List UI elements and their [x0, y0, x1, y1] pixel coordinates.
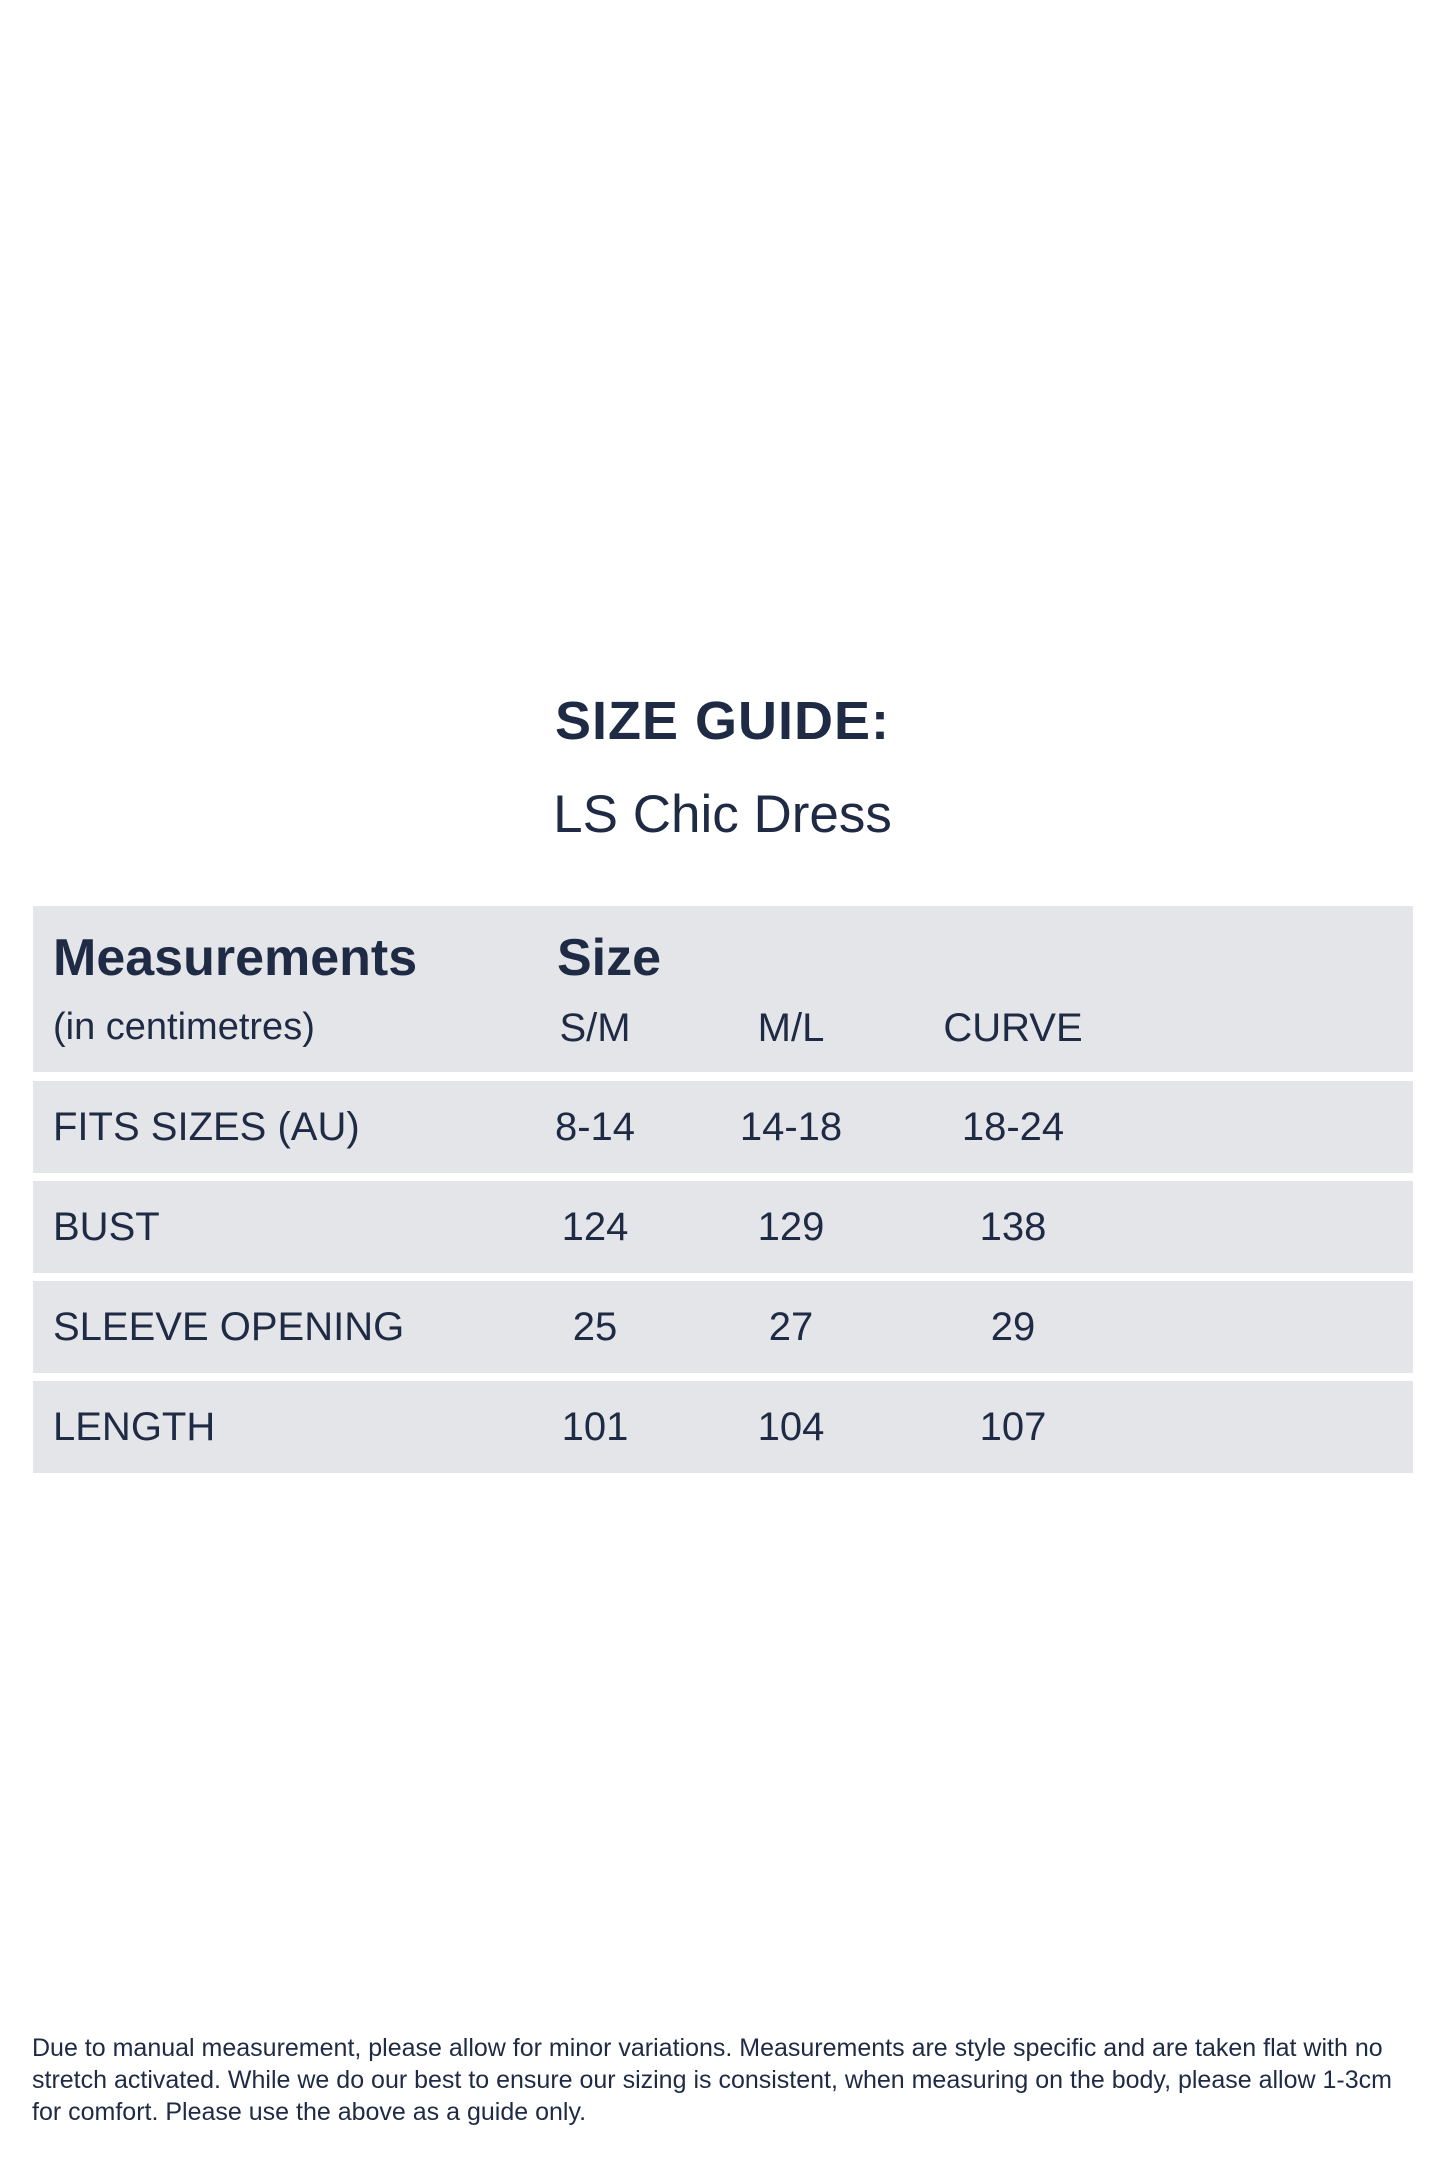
table-cell: 14-18	[739, 1105, 843, 1149]
table-row	[33, 1181, 1413, 1273]
size-header: Size	[557, 929, 662, 987]
table-cell: 27	[768, 1305, 814, 1349]
table-cell: 8-14	[554, 1105, 636, 1149]
table-cell: 138	[979, 1205, 1047, 1249]
product-name: LS Chic Dress	[553, 785, 892, 844]
table-cell: 129	[757, 1205, 825, 1249]
row-label: FITS SIZES (AU)	[53, 1105, 360, 1149]
table-row	[33, 1281, 1413, 1373]
row-label: BUST	[53, 1205, 160, 1249]
table-row	[33, 1081, 1413, 1173]
table-cell: 124	[561, 1205, 629, 1249]
table-cell: 107	[979, 1405, 1047, 1449]
column-header-ml: M/L	[757, 1006, 825, 1050]
table-cell: 25	[572, 1305, 618, 1349]
table-cell: 104	[757, 1405, 825, 1449]
table-cell: 101	[561, 1405, 629, 1449]
size-table-header	[33, 906, 1413, 1072]
page-title: SIZE GUIDE:	[554, 691, 891, 751]
row-label: SLEEVE OPENING	[53, 1305, 405, 1349]
column-header-curve: CURVE	[943, 1006, 1083, 1050]
row-label: LENGTH	[53, 1405, 216, 1449]
measurements-header: Measurements	[53, 929, 418, 987]
table-row	[33, 1381, 1413, 1473]
disclaimer-text: Due to manual measurement, please allow for minor variations. Measurements are style specific and are taken flat with no stretch activated. While we do our best to ensure our sizing is consistent, when measuring on the body, please allow 1-3cm for comfort. Please use the above as a guide only.	[32, 2034, 1392, 2126]
table-cell: 18-24	[961, 1105, 1065, 1149]
column-header-sm: S/M	[559, 1006, 631, 1050]
table-cell: 29	[990, 1305, 1036, 1349]
unit-label: (in centimetres)	[53, 1006, 315, 1048]
